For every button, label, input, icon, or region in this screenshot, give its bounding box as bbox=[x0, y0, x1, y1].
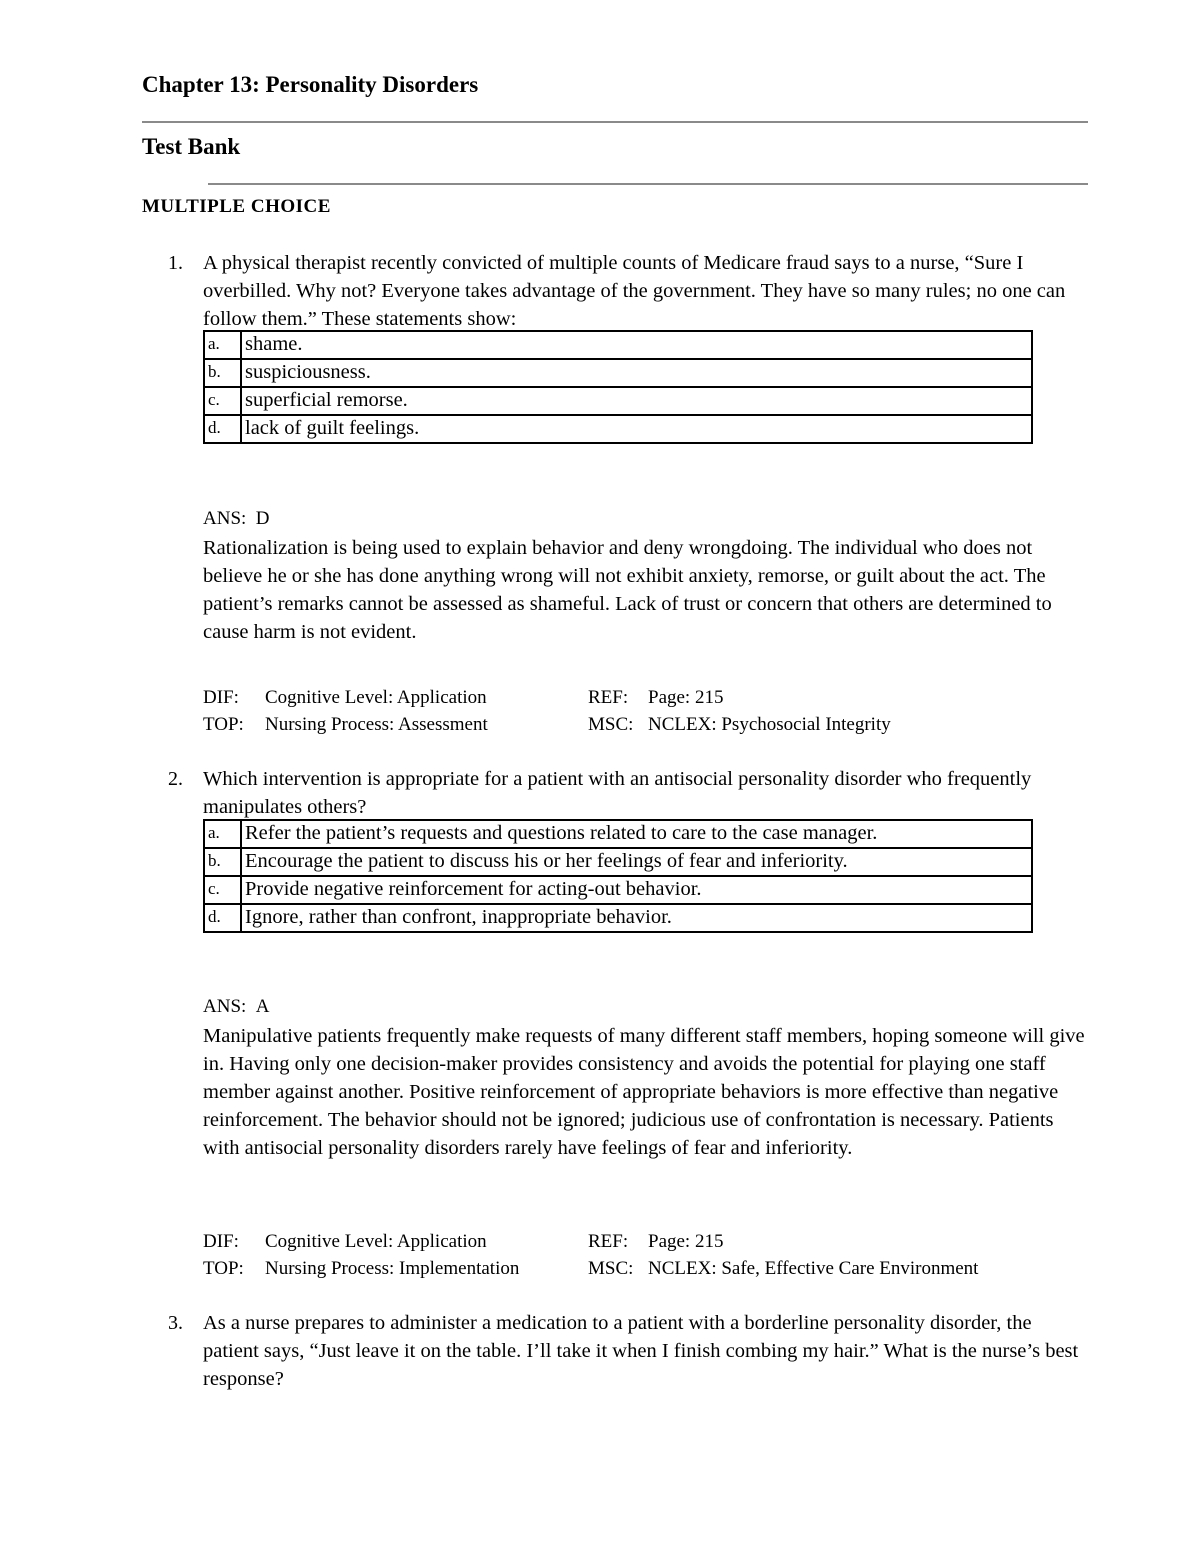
dif-label: DIF: bbox=[203, 687, 239, 708]
choice-letter: a. bbox=[204, 331, 241, 359]
choice-row[interactable] bbox=[204, 415, 1032, 443]
dif-label: DIF: bbox=[203, 1231, 239, 1252]
ref-label: REF: bbox=[588, 687, 629, 708]
choice-text: suspiciousness. bbox=[241, 359, 1032, 387]
choice-letter: b. bbox=[204, 359, 241, 387]
choice-text: shame. bbox=[241, 331, 1032, 359]
choice-text: Refer the patient’s requests and questions related to care to the case manager. bbox=[241, 820, 1032, 848]
subtitle-divider bbox=[208, 183, 1088, 185]
ref-value: Page: 215 bbox=[648, 687, 724, 708]
choice-row[interactable] bbox=[204, 820, 1032, 848]
question-2-meta bbox=[203, 1228, 1088, 1282]
question-1-choices bbox=[203, 330, 1033, 444]
choice-letter: a. bbox=[204, 820, 241, 848]
ref-value: Page: 215 bbox=[648, 1231, 724, 1252]
question-2-number: 2. bbox=[168, 768, 183, 790]
question-1-meta bbox=[203, 684, 1088, 738]
choice-text: Ignore, rather than confront, inappropriate behavior. bbox=[241, 904, 1032, 932]
msc-label: MSC: bbox=[588, 714, 634, 735]
dif-value: Cognitive Level: Application bbox=[265, 687, 487, 708]
top-label: TOP: bbox=[203, 1258, 244, 1279]
top-label: TOP: bbox=[203, 714, 244, 735]
answer-value: D bbox=[255, 508, 270, 529]
title-divider bbox=[142, 121, 1088, 123]
choice-text: superficial remorse. bbox=[241, 387, 1032, 415]
choice-text: Encourage the patient to discuss his or her feelings of fear and inferiority. bbox=[241, 848, 1032, 876]
answer-label: ANS: bbox=[203, 996, 247, 1017]
question-1-number: 1. bbox=[168, 252, 183, 274]
top-value: Nursing Process: Assessment bbox=[265, 714, 488, 735]
answer-label: ANS: bbox=[203, 508, 247, 529]
msc-value: NCLEX: Safe, Effective Care Environment bbox=[648, 1258, 979, 1279]
choice-text: lack of guilt feelings. bbox=[241, 415, 1032, 443]
choice-letter: c. bbox=[204, 387, 241, 415]
question-2-choices bbox=[203, 819, 1033, 933]
choice-row[interactable] bbox=[204, 359, 1032, 387]
question-1-rationale: Rationalization is being used to explain behavior and deny wrongdoing. The individual who does not believe he or she has done anything wrong will not exhibit anxiety, remorse, or guilt about the act. The patient’s remarks cannot be assessed as shameful. Lack of trust or concern that others are determined to cause harm is not evident. bbox=[203, 537, 1052, 643]
choice-row[interactable] bbox=[204, 876, 1032, 904]
choice-letter: b. bbox=[204, 848, 241, 876]
dif-value: Cognitive Level: Application bbox=[265, 1231, 487, 1252]
question-1-answer bbox=[203, 508, 270, 530]
question-2-stem: Which intervention is appropriate for a patient with an antisocial personality disorder who frequently manipulates others? bbox=[203, 768, 1032, 818]
choice-row[interactable] bbox=[204, 387, 1032, 415]
choice-letter: d. bbox=[204, 415, 241, 443]
choice-text: Provide negative reinforcement for acting-out behavior. bbox=[241, 876, 1032, 904]
top-value: Nursing Process: Implementation bbox=[265, 1258, 520, 1279]
choice-letter: c. bbox=[204, 876, 241, 904]
question-2-rationale: Manipulative patients frequently make requests of many different staff members, hoping someone will give in. Having only one decision-maker provides consistency and avoids the potential for playing one staff member against another. Positive reinforcement of appropriate behaviors is more effective than negative reinforcement. The behavior should not be ignored; judicious use of confrontation is necessary. Patients with antisocial personality disorders rarely have feelings of fear and inferiority. bbox=[203, 1025, 1085, 1159]
answer-value: A bbox=[255, 996, 270, 1017]
choice-row[interactable] bbox=[204, 848, 1032, 876]
choice-row[interactable] bbox=[204, 904, 1032, 932]
test-bank-heading: Test Bank bbox=[142, 134, 241, 159]
msc-label: MSC: bbox=[588, 1258, 634, 1279]
question-3-stem: As a nurse prepares to administer a medication to a patient with a borderline personality disorder, the patient says, “Just leave it on the table. I’ll take it when I finish combing my hair.” What is the nurse’s best response? bbox=[203, 1312, 1079, 1390]
section-heading: MULTIPLE CHOICE bbox=[142, 196, 331, 217]
question-1-stem: A physical therapist recently convicted of multiple counts of Medicare fraud says to a nurse, “Sure I overbilled. Why not? Everyone takes advantage of the government. They have so many rules; no one can follow them.” These statements show: bbox=[203, 252, 1066, 330]
choice-letter: d. bbox=[204, 904, 241, 932]
question-3-number: 3. bbox=[168, 1312, 183, 1334]
question-2-answer bbox=[203, 996, 270, 1018]
chapter-title: Chapter 13: Personality Disorders bbox=[142, 72, 479, 97]
msc-value: NCLEX: Psychosocial Integrity bbox=[648, 714, 891, 735]
choice-row[interactable] bbox=[204, 331, 1032, 359]
ref-label: REF: bbox=[588, 1231, 629, 1252]
